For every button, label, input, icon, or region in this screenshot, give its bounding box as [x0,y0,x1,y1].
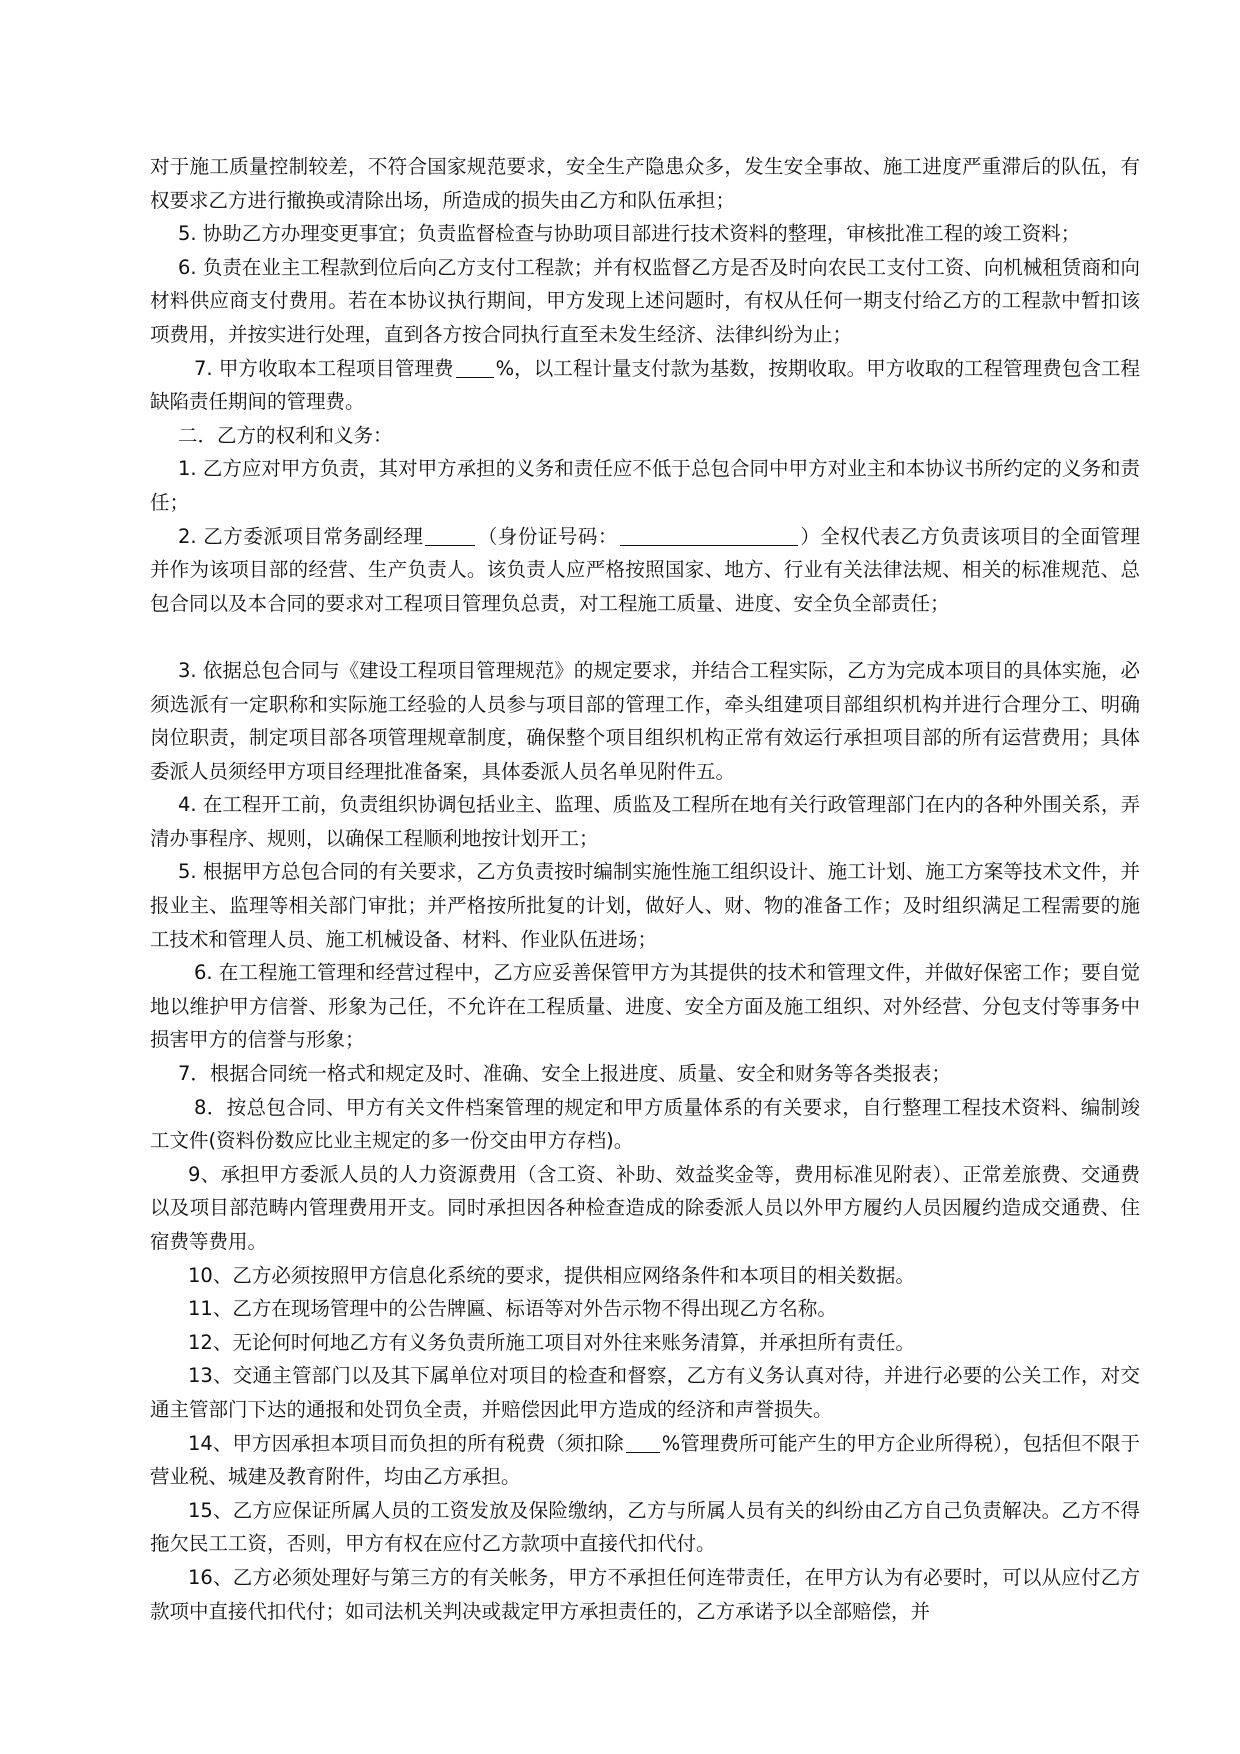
paragraph-b-item-7: 7．根据合同统一格式和规定及时、准确、安全上报进度、质量、安全和财务等各类报表； [178,1062,951,1086]
deputy-text-before: 2. 乙方委派项目常务副经理 [178,524,424,548]
blank-line [150,620,1140,654]
paragraph-item-6-payment: 6. 负责在业主工程款到位后向乙方支付工程款；并有权监督乙方是否及时向农民工支付工资、向机械租赁商和向材料供应商支付费用。若在本协议执行期间，甲方发现上述问题时，有权从任何一期支付给乙方的工程款中暂扣该项费用，并按实进行处理，直到各方按合同执行直至未发生经济、法律纠纷为止； [150,255,1140,346]
paragraph-b-item-5: 5. 根据甲方总包合同的有关要求，乙方负责按时编制实施性施工组织设计、施工计划、施工方案等技术文件，并报业主、监理等相关部门审批；并严格按所批复的计划，做好人、财、物的准备工作；及时组织满足工程需要的施工技术和管理人员、施工机械设备、材料、作业队伍进场； [150,860,1140,951]
deputy-id-number-blank [620,523,798,546]
paragraph-b-item-11: 11、乙方在现场管理中的公告牌匾、标语等对外告示物不得出现乙方名称。 [188,1297,837,1321]
paragraph-b-item-16: 16、乙方必须处理好与第三方的有关帐务，甲方不承担任何连带责任，在甲方认为有必要时，可以从应付乙方款项中直接代扣代付；如司法机关判决或裁定甲方承担责任的，乙方承诺予以全部赔偿，并 [150,1565,1140,1623]
paragraph-b-item-4: 4. 在工程开工前，负责组织协调包括业主、监理、质监及工程所在地有关行政管理部门在内的各种外围关系，弄清办事程序、规则，以确保工程顺利地按计划开工； [150,793,1140,850]
paragraph-item-5-change-matters: 5. 协助乙方办理变更事宜；负责监督检查与协助项目部进行技术资料的整理，审核批准工程的竣工资料； [178,222,1081,246]
paragraph-b-item-9: 9、承担甲方委派人员的人力资源费用（含工资、补助、效益奖金等，费用标准见附表）、正常差旅费、交通费以及项目部范畴内管理费用开支。同时承担因各种检查造成的除委派人员以外甲方履约人员因履约造成交通费、住宿费等费用。 [150,1162,1140,1253]
tax-text-before: 14、甲方因承担本项目而负担的所有税费（须扣除 [188,1431,624,1455]
paragraph-b-item-3: 3. 依据总包合同与《建设工程项目管理规范》的规定要求，并结合工程实际，乙方为完成本项目的具体实施，必须选派有一定职称和实际施工经验的人员参与项目部的管理工作，牵头组建项目部组织机构并进行合理分工、明确岗位职责，制定项目部各项管理规章制度，确保整个项目组织机构正常有效运行承担项目部的所有运营费用；具体委派人员须经甲方项目经理批准备案，具体委派人员名单见附件五。 [150,658,1140,783]
document-page [150,150,1140,1628]
paragraph-b-item-13: 13、交通主管部门以及其下属单位对项目的检查和督察，乙方有义务认真对待，并进行必要的公关工作，对交通主管部门下达的通报和处罚负全责，并赔偿因此甲方造成的经济和声誉损失。 [150,1364,1140,1421]
deputy-id-label: （身份证号码： [477,524,618,548]
deputy-text-after: ）全权代表乙方负责该项目的全面管理并作为该项目部的经营、生产负责人。该负责人应严格按照国家、地方、行业有关法律法规、相关的标准规范、总包合同以及本合同的要求对工程项目管理负总责，对工程施工质量、进度、安全负全部责任； [150,524,1140,615]
paragraph-b-item-8: 8．按总包合同、甲方有关文件档案管理的规定和甲方质量体系的有关要求，自行整理工程技术资料、编制竣工文件(资料份数应比业主规定的多一份交由甲方存档)。 [150,1095,1140,1153]
tax-percentage-blank [626,1430,660,1453]
paragraph-b-item-10: 10、乙方必须按照甲方信息化系统的要求，提供相应网络条件和本项目的相关数据。 [188,1263,915,1287]
paragraph-b-item-1: 1. 乙方应对甲方负责，其对甲方承担的义务和责任应不低于总包合同中甲方对业主和本协议书所约定的义务和责任； [150,457,1140,514]
paragraph-b-item-14-taxes [150,1427,1140,1494]
fee-text-before: 7. 甲方收取本工程项目管理费 [194,356,454,380]
deputy-name-blank [425,523,475,546]
fee-percentage-blank [456,355,494,378]
section-heading-party-b-rights: 二．乙方的权利和义务： [178,423,393,447]
paragraph-b-item-2-deputy-manager [150,520,1140,621]
paragraph-b-item-6: 6. 在工程施工管理和经营过程中，乙方应妥善保管甲方为其提供的技术和管理文件，并做好保密工作；要自觉地以维护甲方信誉、形象为己任，不允许在工程质量、进度、安全方面及施工组织、对外经营、分包支付等事务中损害甲方的信誉与形象； [150,961,1140,1052]
paragraph-continued-rights: 对于施工质量控制较差，不符合国家规范要求，安全生产隐患众多，发生安全事故、施工进度严重滞后的队伍，有权要求乙方进行撤换或清除出场，所造成的损失由乙方和队伍承担； [150,155,1140,212]
paragraph-b-item-12: 12、无论何时何地乙方有义务负责所施工项目对外往来账务清算，并承担所有责任。 [188,1330,915,1354]
paragraph-b-item-15: 15、乙方应保证所属人员的工资发放及保险缴纳，乙方与所属人员有关的纠纷由乙方自己负责解决。乙方不得拖欠民工工资，否则，甲方有权在应付乙方款项中直接代扣代付。 [150,1498,1140,1556]
paragraph-item-7-management-fee [150,352,1140,419]
fee-text-after: %，以工程计量支付款为基数，按期收取。甲方收取的工程管理费包含工程缺陷责任期间的管理费。 [150,356,1140,414]
tax-text-after: %管理费所可能产生的甲方企业所得税），包括但不限于营业税、城建及教育附件，均由乙方承担。 [150,1431,1140,1489]
